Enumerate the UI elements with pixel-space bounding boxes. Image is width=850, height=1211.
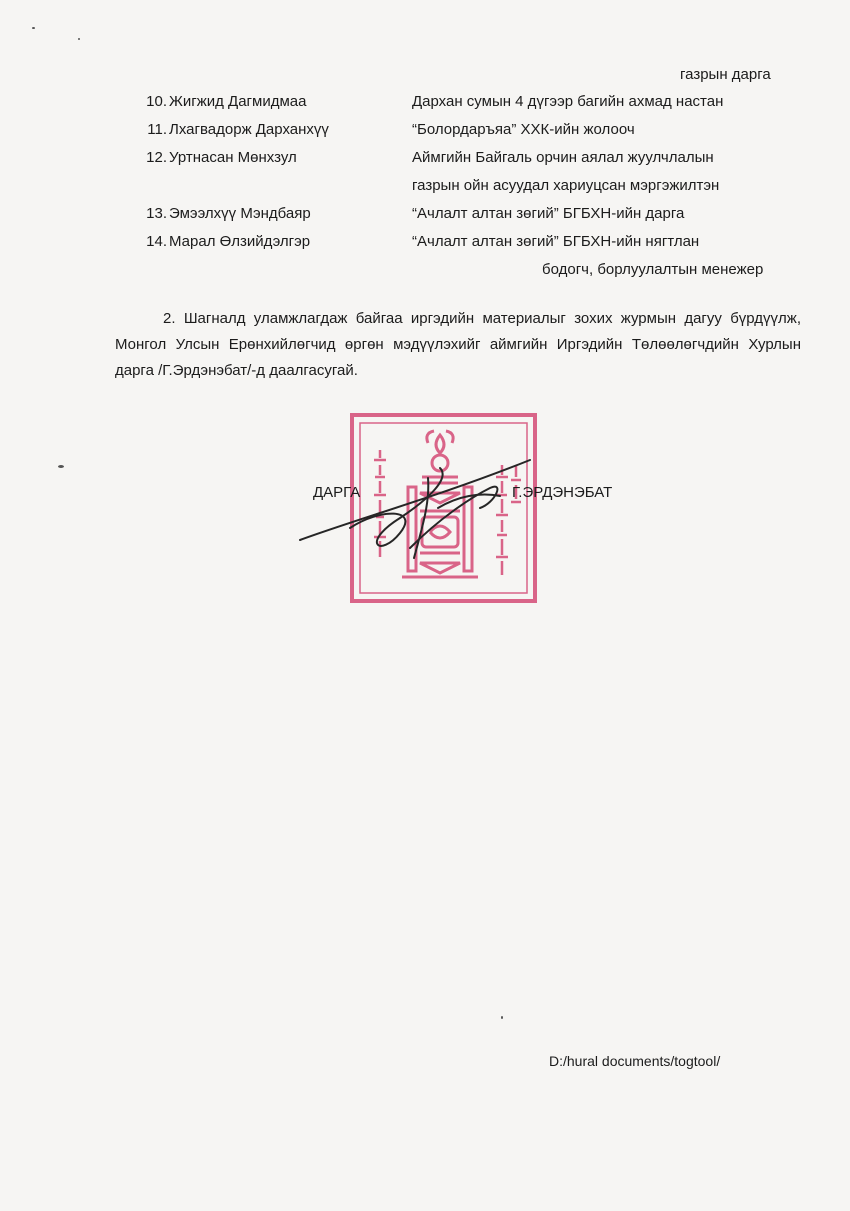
list-item-name: Жигжид Дагмидмаа <box>169 93 307 110</box>
list-item-number: 11. <box>147 121 167 138</box>
scan-speck <box>501 1016 503 1019</box>
list-item-name: Марал Өлзийдэлгэр <box>169 233 311 250</box>
resolution-paragraph: 2. Шагналд уламжлагдаж байгаа иргэдийн материалыг зохих журмын дагуу бүрдүүлж, Монгол Улсын Ерөнхийлөгчид өргөн мэдүүлэхийг аймгийн Иргэдийн Төлөөлөгчдийн Хурлын дарга /Г.Эрдэнэбат/-д даалгасугай. <box>115 310 801 379</box>
list-item-name: Эмээлхүү Мэндбаяр <box>169 205 311 222</box>
list-item-number: 10. <box>146 93 167 110</box>
list-item-position: “Ачлалт алтан зөгий” БГБХН-ийн дарга <box>412 205 685 222</box>
list-item-position: Дархан сумын 4 дүгээр багийн ахмад настан <box>412 93 724 110</box>
list-item-position-continued: газрын ойн асуудал хариуцсан мэргэжилтэн <box>412 177 720 194</box>
list-item-name: Уртнасан Мөнхзул <box>169 149 297 166</box>
signatory-title: ДАРГА <box>313 484 361 501</box>
list-item-name: Лхагвадорж Дарханхүү <box>169 121 329 138</box>
list-item-number: 12. <box>146 149 167 166</box>
list-item-number: 14. <box>146 233 167 250</box>
signatory-name: Г.ЭРДЭНЭБАТ <box>512 484 613 501</box>
continued-position-text: газрын дарга <box>680 66 771 83</box>
scan-speck <box>78 38 80 40</box>
list-item-position: “Ачлалт алтан зөгий” БГБХН-ийн нягтлан <box>412 233 700 250</box>
footer-file-path: D:/hural documents/togtool/ <box>549 1053 721 1069</box>
list-item-position-continued: бодогч, борлуулалтын менежер <box>542 261 764 278</box>
handwritten-signature <box>290 448 550 568</box>
scan-speck <box>58 465 64 468</box>
scan-speck <box>32 27 35 29</box>
list-item-position: “Болордаръяа” ХХК-ийн жолооч <box>412 121 635 138</box>
list-item-number: 13. <box>146 205 167 222</box>
list-item-position: Аймгийн Байгаль орчин аялал жуулчлалын <box>412 149 714 166</box>
